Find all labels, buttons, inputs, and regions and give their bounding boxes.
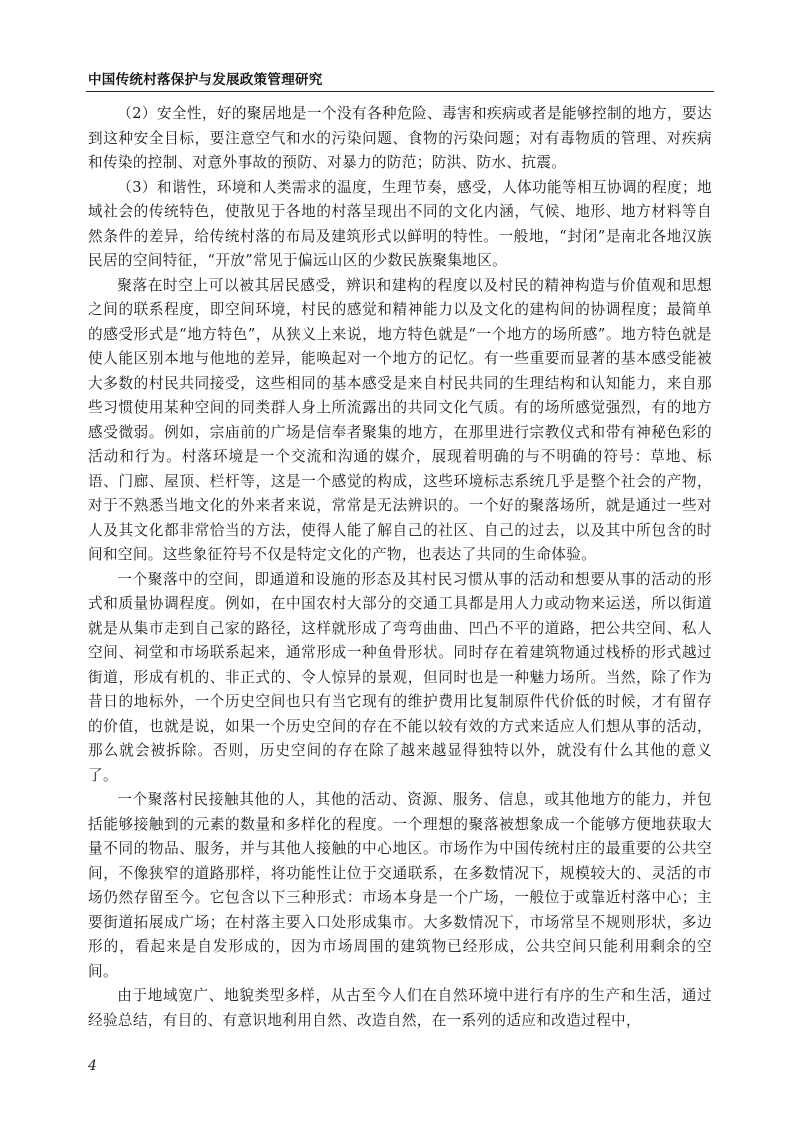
- paragraph-accessibility: 一个聚落村民接触其他的人，其他的活动、资源、服务、信息，或其他地方的能力，并包括能够接触到的元素的数量和多样化的程度。一个理想的聚落被想象成一个能够方便地获取大量不同的物品、服务，并与其他人接触的中心地区。市场作为中国传统村庄的最重要的公共空间，不像狭窄的道路那样，将功能性让位于交通联系，在多数情况下，规模较大的、灵活的市场仍然存留至今。它包含以下三种形式：市场本身是一个广场，一般位于或靠近村落中心；主要街道拓展成广场；在村落主要入口处形成集市。大多数情况下，市场常呈不规则形状，多边形的，看起来是自发形成的，因为市场周围的建筑物已经形成，公共空间只能利用剩余的空间。: [88, 791, 712, 980]
- paragraph-spatial-fit: 一个聚落中的空间，即通道和设施的形态及其村民习惯从事的活动和想要从事的活动的形式和质量协调程度。例如，在中国农村大部分的交通工具都是用人力或动物来运送，所以街道就是从集市走到自己家的路径，这样就形成了弯弯曲曲、凹凸不平的道路，把公共空间、私人空间、祠堂和市场联系起来，通常形成一种鱼骨形状。同时存在着建筑物通过栈桥的形式越过街道，形成有机的、非正式的、令人惊异的景观，但同时也是一种魅力场所。当然，除了作为昔日的地标外，一个历史空间也只有当它现有的维护费用比复制原件代价低的时候，才有留存的价值，也就是说，如果一个历史空间的存在不能以较有效的方式来适应人们想从事的活动，那么就会被拆除。否则，历史空间的存在除了越来越显得独特以外，就没有什么其他的意义了。: [88, 570, 712, 784]
- paragraph-harmony: （3）和谐性，环境和人类需求的温度，生理节奏，感受，人体功能等相互协调的程度；地域社会的传统特色，使散见于各地的村落呈现出不同的文化内涵，气候、地形、地方材料等自然条件的差异，给传统村落的布局及建筑形式以鲜明的特性。一般地，“封闭”是南北各地汉族民居的空间特征，“开放”常见于偏远山区的少数民族聚集地区。: [88, 178, 712, 269]
- body-text: [88, 102, 712, 1082]
- paragraph-sense-of-place: 聚落在时空上可以被其居民感受，辨识和建构的程度以及村民的精神构造与价值观和思想之间的联系程度，即空间环境，村民的感觉和精神能力以及文化的建构间的协调程度；最简单的感受形式是“地方特色”，从狭义上来说，地方特色就是“一个地方的场所感”。地方特色就是使人能区别本地与他地的差异，能唤起对一个地方的记忆。有一些重要而显著的基本感受能被大多数的村民共同接受，这些相同的基本感受是来自村民共同的生理结构和认知能力，来自那些习惯使用某种空间的同类群人身上所流露出的共同文化气质。有的场所感觉强烈，有的地方感受微弱。例如，宗庙前的广场是信奉者聚集的地方，在那里进行宗教仪式和带有神秘色彩的活动和行为。村落环境是一个交流和沟通的媒介，展现着明确的与不明确的符号：草地、标语、门廊、屋顶、栏杆等，这是一个感觉的构成，这些环境标志系统几乎是整个社会的产物，对于不熟悉当地文化的外来者来说，常常是无法辨识的。一个好的聚落场所，就是通过一些对人及其文化都非常恰当的方法，使得人能了解自己的社区、自己的过去，以及其中所包含的时间和空间。这些象征符号不仅是特定文化的产物，也表达了共同的生命体验。: [88, 276, 712, 563]
- paragraph-safety: （2）安全性，好的聚居地是一个没有各种危险、毒害和疾病或者是能够控制的地方，要达到这种安全目标，要注意空气和水的污染问题、食物的污染问题；对有毒物质的管理、对疾病和传染的控制、对意外事故的预防、对暴力的防范；防洪、防水、抗震。: [88, 105, 712, 171]
- running-header-title: 中国传统村落保护与发展政策管理研究: [88, 72, 323, 88]
- header-divider: [86, 91, 714, 92]
- paragraph-adaptation: 由于地域宽广、地貌类型多样，从古至今人们在自然环境中进行有序的生产和生活，通过经验总结，有目的、有意识地利用自然、改造自然，在一系列的适应和改造过程中，: [88, 987, 712, 1029]
- page-number: 4: [88, 1058, 97, 1074]
